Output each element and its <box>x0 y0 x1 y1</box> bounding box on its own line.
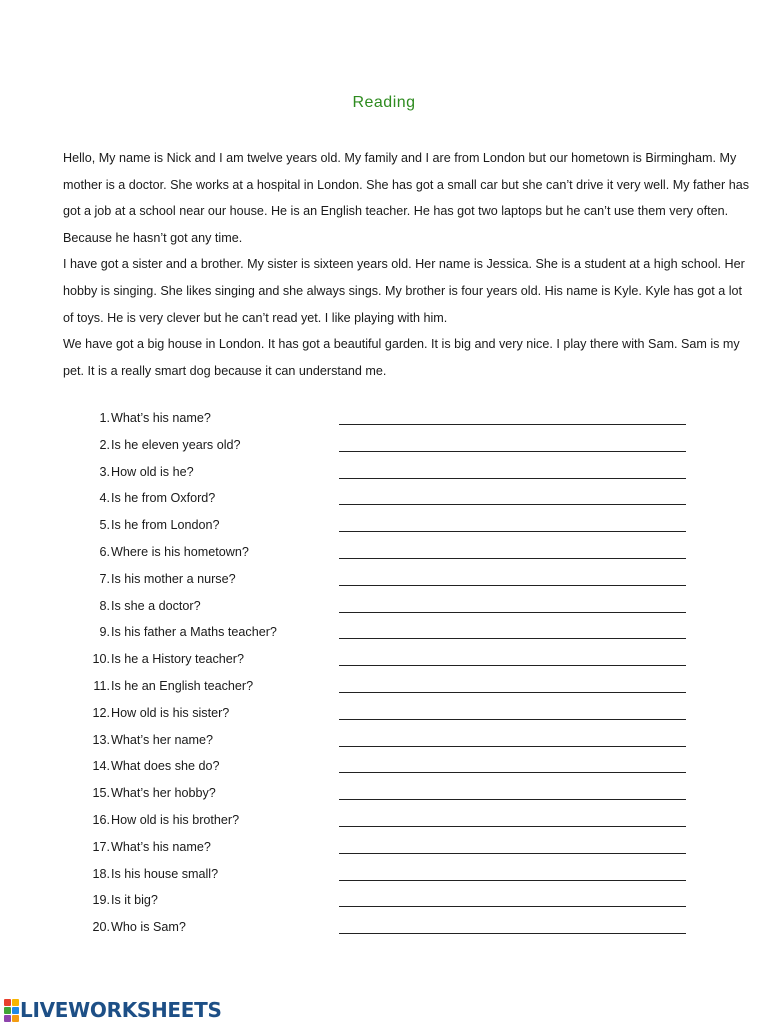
question-item <box>86 753 690 780</box>
question-number: 10. <box>92 652 110 667</box>
passage-paragraph: We have got a big house in London. It has got a beautiful garden. It is big and very nice. I play there with Sam. Sam is my pet. It is a really smart dog because it can understand me. <box>63 337 740 378</box>
question-number: 8. <box>99 598 110 613</box>
answer-line[interactable] <box>339 638 686 639</box>
question-number: 18. <box>92 866 110 881</box>
brand-name: LIVEWORKSHEETS <box>20 998 222 1022</box>
question-item <box>86 512 690 539</box>
question-item <box>86 700 690 727</box>
question-item <box>86 834 690 861</box>
question-number: 3. <box>99 464 110 479</box>
question-text: Is he eleven years old? <box>111 437 241 452</box>
passage-paragraph: Hello, My name is Nick and I am twelve years old. My family and I are from London but our hometown is Birmingham. My mother is a doctor. She works at a hospital in London. She has got a small car but she can’t drive it very well. My father has got a job at a school near our house. He is an English teacher. He has got two laptops but he can’t use them very often. Because he hasn’t got any time. <box>63 151 750 245</box>
question-item <box>86 405 690 432</box>
question-item <box>86 566 690 593</box>
answer-line[interactable] <box>339 826 686 827</box>
question-text: What’s her hobby? <box>111 786 216 801</box>
answer-line[interactable] <box>339 719 686 720</box>
question-text: What’s her name? <box>111 732 213 747</box>
question-item <box>86 727 690 754</box>
question-number: 11. <box>93 678 110 693</box>
question-number: 5. <box>99 518 110 533</box>
answer-line[interactable] <box>339 585 686 586</box>
question-number: 20. <box>92 920 110 935</box>
answer-line[interactable] <box>339 504 686 505</box>
question-item <box>86 914 690 941</box>
question-text: What’s his name? <box>111 411 211 425</box>
logo-square <box>12 1007 19 1014</box>
answer-line[interactable] <box>339 746 686 747</box>
answer-line[interactable] <box>339 692 686 693</box>
passage-paragraph: I have got a sister and a brother. My sister is sixteen years old. Her name is Jessica. She is a student at a high school. Her hobby is singing. She likes singing and she always sings. My brother is four years old. His name is Kyle. Kyle has got a lot of toys. He is very clever but he can’t read yet. I like playing with him. <box>63 257 745 325</box>
answer-line[interactable] <box>339 799 686 800</box>
question-number: 4. <box>99 491 110 506</box>
answer-line[interactable] <box>339 906 686 907</box>
logo-square <box>12 999 19 1006</box>
question-text: Is he a History teacher? <box>111 652 244 667</box>
question-text: Is his mother a nurse? <box>111 571 236 586</box>
answer-line[interactable] <box>339 612 686 613</box>
answer-line[interactable] <box>339 772 686 773</box>
question-text: Is he an English teacher? <box>111 678 254 693</box>
question-number: 9. <box>99 625 110 640</box>
question-number: 12. <box>92 705 110 720</box>
question-text: Is his house small? <box>111 866 219 881</box>
question-text: Who is Sam? <box>111 920 186 935</box>
question-text: Is it big? <box>111 893 158 908</box>
question-number: 2. <box>99 437 110 452</box>
answer-line[interactable] <box>339 933 686 934</box>
question-number: 6. <box>99 544 110 559</box>
page-title: Reading <box>352 94 416 111</box>
question-text: Is she a doctor? <box>111 598 201 613</box>
answer-line[interactable] <box>339 478 686 479</box>
question-list <box>86 405 690 941</box>
answer-line[interactable] <box>339 665 686 666</box>
answer-line[interactable] <box>339 451 686 452</box>
brand-footer <box>4 996 222 1024</box>
question-text: How old is he? <box>111 464 194 479</box>
question-text: How old is his sister? <box>111 705 230 720</box>
question-text: What’s his name? <box>111 839 211 854</box>
question-text: How old is his brother? <box>111 812 240 827</box>
question-item <box>86 593 690 620</box>
answer-line[interactable] <box>339 880 686 881</box>
question-item <box>86 807 690 834</box>
question-number: 14. <box>92 759 110 774</box>
question-item <box>86 646 690 673</box>
question-text: Is his father a Maths teacher? <box>111 625 277 640</box>
liveworksheets-logo-icon <box>4 999 18 1021</box>
question-text: Is he from London? <box>111 518 220 533</box>
question-item <box>86 459 690 486</box>
question-item <box>86 861 690 888</box>
question-number: 17. <box>92 839 110 854</box>
logo-square <box>4 999 11 1006</box>
logo-square <box>4 1007 11 1014</box>
reading-passage <box>63 145 753 384</box>
question-item <box>86 485 690 512</box>
question-number: 15. <box>92 786 110 801</box>
answer-line[interactable] <box>339 853 686 854</box>
question-item <box>86 539 690 566</box>
question-item <box>86 619 690 646</box>
question-number: 1. <box>99 411 110 425</box>
logo-square <box>12 1015 19 1022</box>
question-item <box>86 432 690 459</box>
question-text: Where is his hometown? <box>111 544 249 559</box>
logo-square <box>4 1015 11 1022</box>
answer-line[interactable] <box>339 424 686 425</box>
question-item <box>86 673 690 700</box>
answer-line[interactable] <box>339 531 686 532</box>
question-item <box>86 780 690 807</box>
question-number: 16. <box>92 812 110 827</box>
question-item <box>86 887 690 914</box>
question-number: 7. <box>99 571 110 586</box>
question-number: 13. <box>92 732 110 747</box>
question-text: What does she do? <box>111 759 220 774</box>
answer-line[interactable] <box>339 558 686 559</box>
question-text: Is he from Oxford? <box>111 491 216 506</box>
question-number: 19. <box>92 893 110 908</box>
